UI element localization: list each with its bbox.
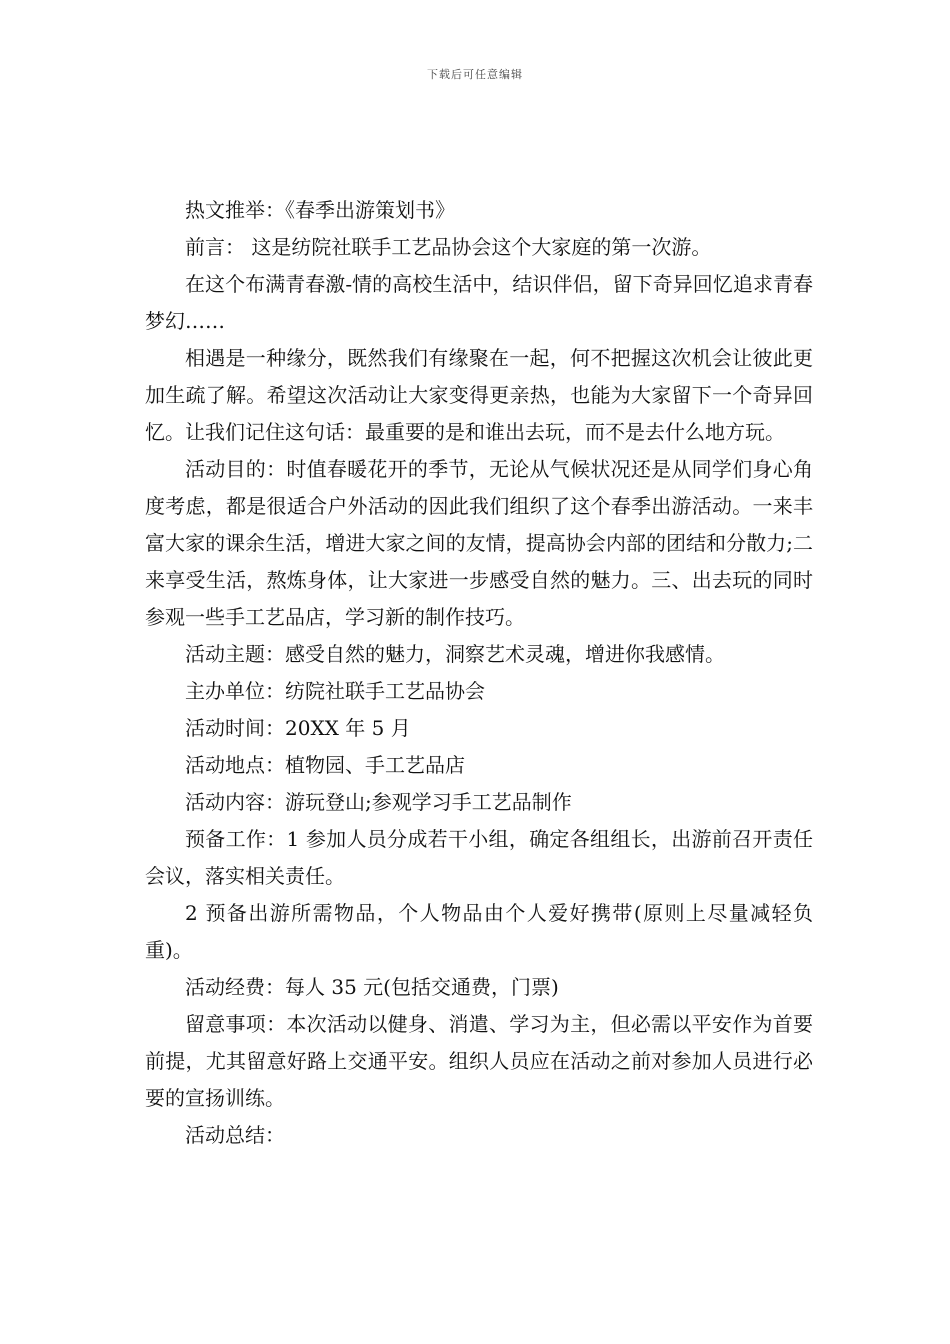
paragraph-organizer: 主办单位：纺院社联手工艺品协会 xyxy=(185,679,485,703)
paragraph-time: 活动时间：20XX 年 5 月 xyxy=(185,716,411,740)
paragraph-theme: 活动主题：感受自然的魅力，洞察艺术灵魂，增进你我感情。 xyxy=(185,642,725,666)
paragraph-budget: 活动经费：每人 35 元(包括交通费，门票) xyxy=(185,975,559,999)
paragraph-recommendation: 热文推举：《春季出游策划书》 xyxy=(185,198,455,222)
paragraph-notes: 留意事项：本次活动以健身、消遣、学习为主，但必需以平安作为首要前提，尤其留意好路上交通平安。组织人员应在活动之前对参加人员进行必要的宣扬训练。 xyxy=(145,1012,813,1110)
document-body xyxy=(145,192,813,1154)
paragraph-supplies: 2 预备出游所需物品，个人物品由个人爱好携带(原则上尽量减轻负重)。 xyxy=(145,901,813,962)
paragraph-content: 活动内容：游玩登山;参观学习手工艺品制作 xyxy=(185,790,572,814)
paragraph-summary: 活动总结： xyxy=(185,1123,285,1147)
paragraph-preparation: 预备工作：1 参加人员分成若干小组，确定各组组长，出游前召开责任会议，落实相关责任。 xyxy=(145,827,813,888)
header-note: 下载后可任意编辑 xyxy=(427,68,523,81)
paragraph-encounter: 相遇是一种缘分，既然我们有缘聚在一起，何不把握这次机会让彼此更加生疏了解。希望这次活动让大家变得更亲热，也能为大家留下一个奇异回忆。让我们记住这句话：最重要的是和谁出去玩，而不是去什么地方玩。 xyxy=(145,346,813,444)
paragraph-preface: 前言： 这是纺院社联手工艺品协会这个大家庭的第一次游。 xyxy=(185,235,712,259)
paragraph-location: 活动地点：植物园、手工艺品店 xyxy=(185,753,465,777)
paragraph-purpose: 活动目的：时值春暖花开的季节，无论从气候状况还是从同学们身心角度考虑，都是很适合户外活动的因此我们组织了这个春季出游活动。一来丰富大家的课余生活，增进大家之间的友情，提高协会内部的团结和分散力;二来享受生活，熬炼身体，让大家进一步感受自然的魅力。三、出去玩的同时参观一些手工艺品店，学习新的制作技巧。 xyxy=(145,457,813,629)
paragraph-youth: 在这个布满青春激-情的高校生活中，结识伴侣，留下奇异回忆追求青春梦幻…… xyxy=(145,272,813,333)
